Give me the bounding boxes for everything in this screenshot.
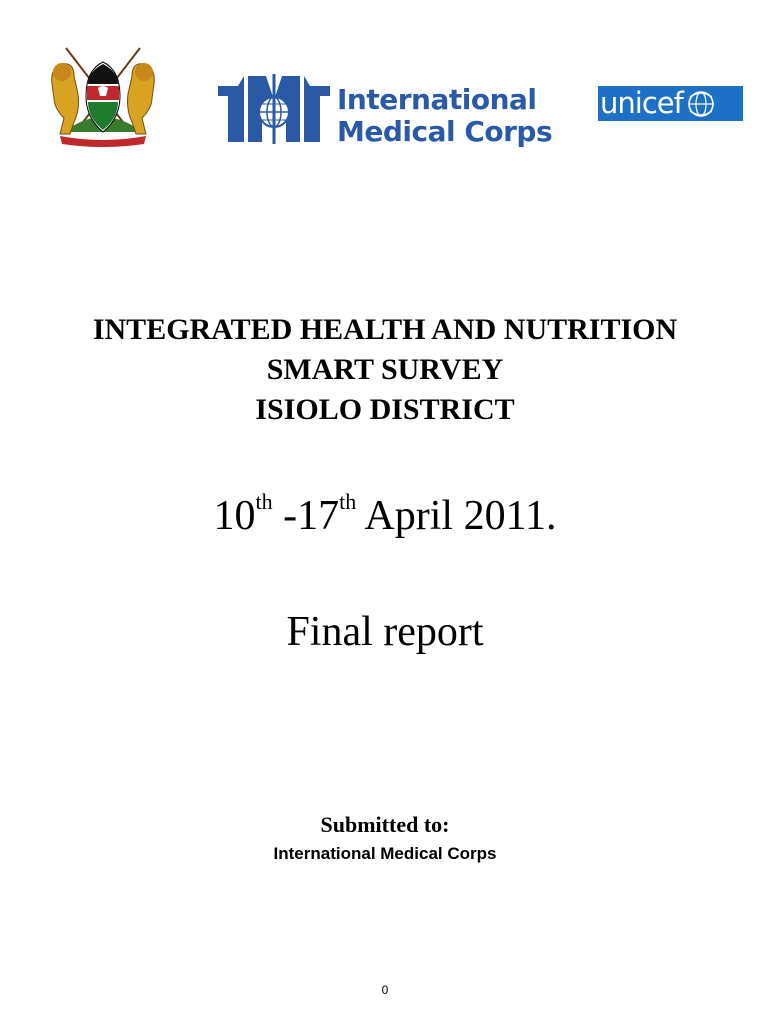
- unicef-logo: [598, 86, 743, 121]
- title-line-2: SMART SURVEY: [266, 353, 504, 386]
- title-line-1: INTEGRATED HEALTH AND NUTRITION: [92, 313, 678, 346]
- report-title: [0, 310, 770, 430]
- end-day-suffix: th: [339, 489, 357, 514]
- start-day: 10: [213, 493, 256, 539]
- unicef-logo-icon: [686, 89, 716, 119]
- title-line-3: ISIOLO DISTRICT: [255, 393, 515, 426]
- unicef-wordmark: unicef: [600, 86, 683, 120]
- month-year: April 2011.: [356, 493, 557, 539]
- submitted-to-organization: International Medical Corps: [273, 844, 497, 863]
- submitted-to-label: Submitted to:: [320, 812, 450, 837]
- imc-wordmark-line2: Medical Corps: [337, 115, 553, 148]
- end-day: 17: [297, 493, 340, 539]
- kenya-coat-of-arms-logo: [44, 44, 162, 148]
- report-type: Final report: [286, 609, 484, 655]
- imc-logo-icon: [218, 72, 330, 146]
- imc-logo: [218, 72, 553, 152]
- imc-wordmark: [337, 84, 552, 148]
- date-separator: -: [272, 493, 298, 539]
- kenya-coat-of-arms-icon: [44, 44, 162, 148]
- imc-wordmark-line1: International: [337, 83, 537, 116]
- start-day-suffix: th: [255, 489, 273, 514]
- page-number: 0: [381, 983, 389, 997]
- survey-dates: [0, 488, 770, 544]
